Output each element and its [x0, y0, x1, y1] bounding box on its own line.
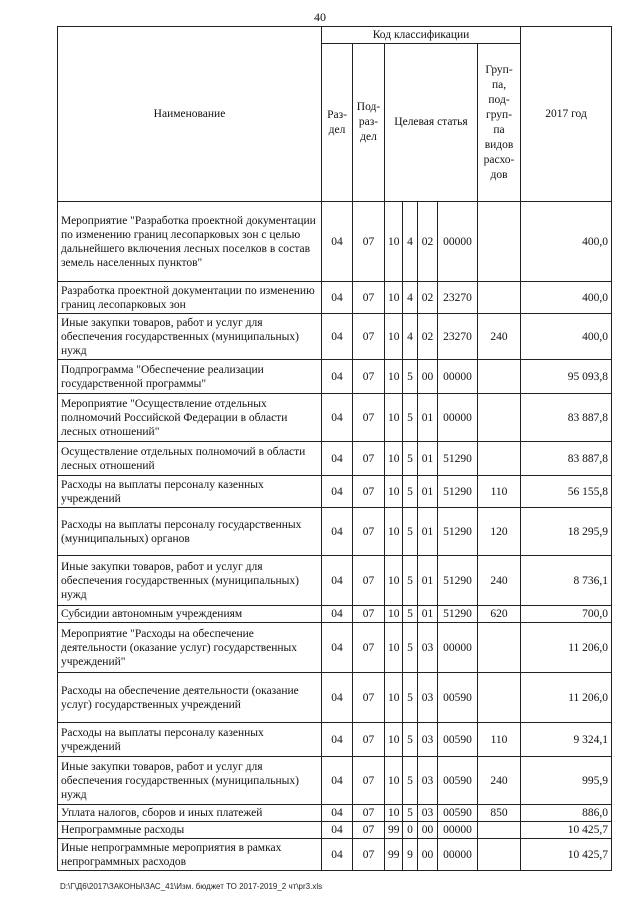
- file-path-footer: D:\Г\Д6\2017\ЗАКОНЫ\ЗАС_41\Изм. бюджет ТО 2017-2019_2 чт\pr3.xls: [60, 882, 323, 891]
- cell-amt: 700,0: [521, 606, 612, 623]
- table-row: [58, 822, 612, 839]
- cell-t2: 5: [403, 673, 418, 723]
- cell-sub: 07: [353, 556, 385, 606]
- cell-sub: 07: [353, 839, 385, 871]
- cell-name: Иные закупки товаров, работ и услуг для обеспечения государственных (муниципальных) нужд: [58, 757, 322, 805]
- table-row: [58, 314, 612, 360]
- cell-t1: 10: [385, 442, 403, 476]
- cell-t1: 10: [385, 282, 403, 314]
- cell-sub: 07: [353, 822, 385, 839]
- cell-t3: 01: [418, 556, 438, 606]
- cell-amt: 18 295,9: [521, 508, 612, 556]
- cell-name: Мероприятие "Осуществление отдельных полномочий Российской Федерации в области лесных отношений": [58, 394, 322, 442]
- cell-amt: 83 887,8: [521, 442, 612, 476]
- cell-t2: 5: [403, 360, 418, 394]
- cell-t4: 00590: [438, 805, 478, 822]
- cell-t2: 4: [403, 282, 418, 314]
- cell-t1: 10: [385, 606, 403, 623]
- cell-t4: 51290: [438, 442, 478, 476]
- cell-t4: 00590: [438, 723, 478, 757]
- cell-t2: 9: [403, 839, 418, 871]
- cell-t1: 10: [385, 202, 403, 282]
- cell-sec: 04: [322, 282, 353, 314]
- cell-sec: 04: [322, 394, 353, 442]
- year-header: 2017 год: [521, 27, 612, 202]
- table-row: [58, 360, 612, 394]
- cell-grp: [478, 282, 521, 314]
- cell-sub: 07: [353, 606, 385, 623]
- cell-sub: 07: [353, 282, 385, 314]
- cell-t3: 00: [418, 360, 438, 394]
- cell-sub: 07: [353, 623, 385, 673]
- cell-amt: 10 425,7: [521, 822, 612, 839]
- expense-group-header: Груп- па, под- груп- па видов расхо- дов: [478, 44, 521, 202]
- cell-sub: 07: [353, 805, 385, 822]
- cell-t4: 00590: [438, 673, 478, 723]
- cell-amt: 95 093,8: [521, 360, 612, 394]
- cell-name: Расходы на выплаты персоналу государственных (муниципальных) органов: [58, 508, 322, 556]
- cell-t3: 02: [418, 282, 438, 314]
- cell-name: Расходы на выплаты персоналу казенных учреждений: [58, 476, 322, 508]
- cell-t2: 5: [403, 606, 418, 623]
- table-row: [58, 476, 612, 508]
- cell-amt: 10 425,7: [521, 839, 612, 871]
- cell-grp: [478, 394, 521, 442]
- cell-t1: 10: [385, 805, 403, 822]
- cell-name: Иные закупки товаров, работ и услуг для обеспечения государственных (муниципальных) нужд: [58, 556, 322, 606]
- cell-t1: 10: [385, 360, 403, 394]
- cell-grp: 110: [478, 476, 521, 508]
- cell-amt: 995,9: [521, 757, 612, 805]
- cell-sub: 07: [353, 442, 385, 476]
- cell-amt: 886,0: [521, 805, 612, 822]
- cell-t3: 01: [418, 442, 438, 476]
- cell-amt: 400,0: [521, 202, 612, 282]
- cell-t1: 99: [385, 839, 403, 871]
- cell-sec: 04: [322, 508, 353, 556]
- cell-t2: 5: [403, 508, 418, 556]
- cell-sec: 04: [322, 839, 353, 871]
- table-row: [58, 757, 612, 805]
- table-row: [58, 282, 612, 314]
- cell-name: Расходы на обеспечение деятельности (оказание услуг) государственных учреждений: [58, 673, 322, 723]
- cell-t4: 51290: [438, 476, 478, 508]
- cell-t2: 5: [403, 394, 418, 442]
- subsection-header: Под- раз- дел: [353, 44, 385, 202]
- cell-t1: 10: [385, 757, 403, 805]
- cell-t3: 01: [418, 606, 438, 623]
- classification-header: Код классификации: [322, 27, 521, 44]
- cell-t1: 10: [385, 673, 403, 723]
- cell-t3: 00: [418, 839, 438, 871]
- cell-grp: [478, 442, 521, 476]
- header-row-top: [58, 27, 612, 44]
- cell-grp: 110: [478, 723, 521, 757]
- cell-t1: 10: [385, 314, 403, 360]
- cell-name: Мероприятие "Расходы на обеспечение деятельности (оказание услуг) государственных учреждений": [58, 623, 322, 673]
- cell-t2: 0: [403, 822, 418, 839]
- table-row: [58, 556, 612, 606]
- table-row: [58, 723, 612, 757]
- cell-sub: 07: [353, 723, 385, 757]
- cell-t4: 00000: [438, 394, 478, 442]
- cell-sec: 04: [322, 623, 353, 673]
- cell-grp: [478, 673, 521, 723]
- cell-name: Иные закупки товаров, работ и услуг для обеспечения государственных (муниципальных) нужд: [58, 314, 322, 360]
- cell-t3: 01: [418, 394, 438, 442]
- cell-t2: 5: [403, 623, 418, 673]
- cell-t2: 5: [403, 805, 418, 822]
- cell-t4: 00590: [438, 757, 478, 805]
- cell-sec: 04: [322, 476, 353, 508]
- cell-name: Непрограммные расходы: [58, 822, 322, 839]
- page-number: 40: [314, 10, 326, 24]
- cell-t3: 03: [418, 623, 438, 673]
- cell-sec: 04: [322, 202, 353, 282]
- cell-t4: 51290: [438, 606, 478, 623]
- cell-name: Подпрограмма "Обеспечение реализации государственной программы": [58, 360, 322, 394]
- cell-sub: 07: [353, 757, 385, 805]
- cell-name: Расходы на выплаты персоналу казенных учреждений: [58, 723, 322, 757]
- cell-sub: 07: [353, 476, 385, 508]
- cell-t4: 00000: [438, 202, 478, 282]
- cell-t4: 23270: [438, 282, 478, 314]
- cell-sec: 04: [322, 314, 353, 360]
- cell-t1: 10: [385, 476, 403, 508]
- cell-name: Осуществление отдельных полномочий в области лесных отношений: [58, 442, 322, 476]
- cell-t4: 00000: [438, 623, 478, 673]
- cell-t2: 4: [403, 202, 418, 282]
- cell-grp: [478, 623, 521, 673]
- cell-sec: 04: [322, 360, 353, 394]
- cell-t2: 5: [403, 476, 418, 508]
- cell-t4: 00000: [438, 839, 478, 871]
- cell-t2: 4: [403, 314, 418, 360]
- cell-sub: 07: [353, 360, 385, 394]
- cell-sub: 07: [353, 202, 385, 282]
- cell-grp: 240: [478, 314, 521, 360]
- cell-name: Субсидии автономным учреждениям: [58, 606, 322, 623]
- cell-grp: [478, 360, 521, 394]
- cell-name: Уплата налогов, сборов и иных платежей: [58, 805, 322, 822]
- cell-sec: 04: [322, 556, 353, 606]
- section-header: Раз- дел: [322, 44, 353, 202]
- cell-t3: 01: [418, 508, 438, 556]
- table-row: [58, 606, 612, 623]
- cell-t4: 51290: [438, 556, 478, 606]
- cell-sub: 07: [353, 314, 385, 360]
- cell-sec: 04: [322, 805, 353, 822]
- cell-amt: 11 206,0: [521, 623, 612, 673]
- table-row: [58, 202, 612, 282]
- cell-name: Иные непрограммные мероприятия в рамках непрограммных расходов: [58, 839, 322, 871]
- table-row: [58, 442, 612, 476]
- cell-name: Разработка проектной документации по изменению границ лесопарковых зон: [58, 282, 322, 314]
- cell-t3: 00: [418, 822, 438, 839]
- cell-t1: 10: [385, 723, 403, 757]
- cell-t4: 23270: [438, 314, 478, 360]
- budget-table: [57, 26, 612, 871]
- cell-t3: 03: [418, 673, 438, 723]
- cell-grp: 120: [478, 508, 521, 556]
- cell-t3: 03: [418, 805, 438, 822]
- cell-t1: 10: [385, 556, 403, 606]
- cell-sec: 04: [322, 442, 353, 476]
- cell-sec: 04: [322, 757, 353, 805]
- table-row: [58, 839, 612, 871]
- cell-t4: 51290: [438, 508, 478, 556]
- cell-sub: 07: [353, 673, 385, 723]
- table-row: [58, 508, 612, 556]
- cell-sec: 04: [322, 606, 353, 623]
- name-header: Наименование: [58, 27, 322, 202]
- cell-grp: 240: [478, 757, 521, 805]
- cell-amt: 56 155,8: [521, 476, 612, 508]
- cell-t3: 01: [418, 476, 438, 508]
- cell-grp: [478, 202, 521, 282]
- cell-amt: 8 736,1: [521, 556, 612, 606]
- cell-sub: 07: [353, 508, 385, 556]
- cell-t1: 10: [385, 508, 403, 556]
- cell-grp: 850: [478, 805, 521, 822]
- cell-t1: 10: [385, 394, 403, 442]
- cell-grp: 620: [478, 606, 521, 623]
- cell-t3: 03: [418, 723, 438, 757]
- cell-t4: 00000: [438, 822, 478, 839]
- cell-sec: 04: [322, 723, 353, 757]
- cell-grp: [478, 839, 521, 871]
- cell-grp: [478, 822, 521, 839]
- cell-t3: 02: [418, 202, 438, 282]
- table-row: [58, 623, 612, 673]
- cell-t3: 03: [418, 757, 438, 805]
- cell-grp: 240: [478, 556, 521, 606]
- cell-amt: 9 324,1: [521, 723, 612, 757]
- cell-t1: 10: [385, 623, 403, 673]
- cell-amt: 400,0: [521, 282, 612, 314]
- cell-t1: 99: [385, 822, 403, 839]
- cell-t3: 02: [418, 314, 438, 360]
- cell-sec: 04: [322, 822, 353, 839]
- cell-amt: 400,0: [521, 314, 612, 360]
- cell-amt: 83 887,8: [521, 394, 612, 442]
- table-row: [58, 673, 612, 723]
- cell-t4: 00000: [438, 360, 478, 394]
- cell-sec: 04: [322, 673, 353, 723]
- cell-amt: 11 206,0: [521, 673, 612, 723]
- cell-t2: 5: [403, 556, 418, 606]
- cell-sub: 07: [353, 394, 385, 442]
- cell-t2: 5: [403, 442, 418, 476]
- cell-t2: 5: [403, 757, 418, 805]
- table-row: [58, 805, 612, 822]
- cell-t2: 5: [403, 723, 418, 757]
- cell-name: Мероприятие "Разработка проектной документации по изменению границ лесопарковых зон с целью дальнейшего включения лесных поселков в состав земель населенных пунктов": [58, 202, 322, 282]
- table-row: [58, 394, 612, 442]
- target-article-header: Целевая статья: [385, 44, 478, 202]
